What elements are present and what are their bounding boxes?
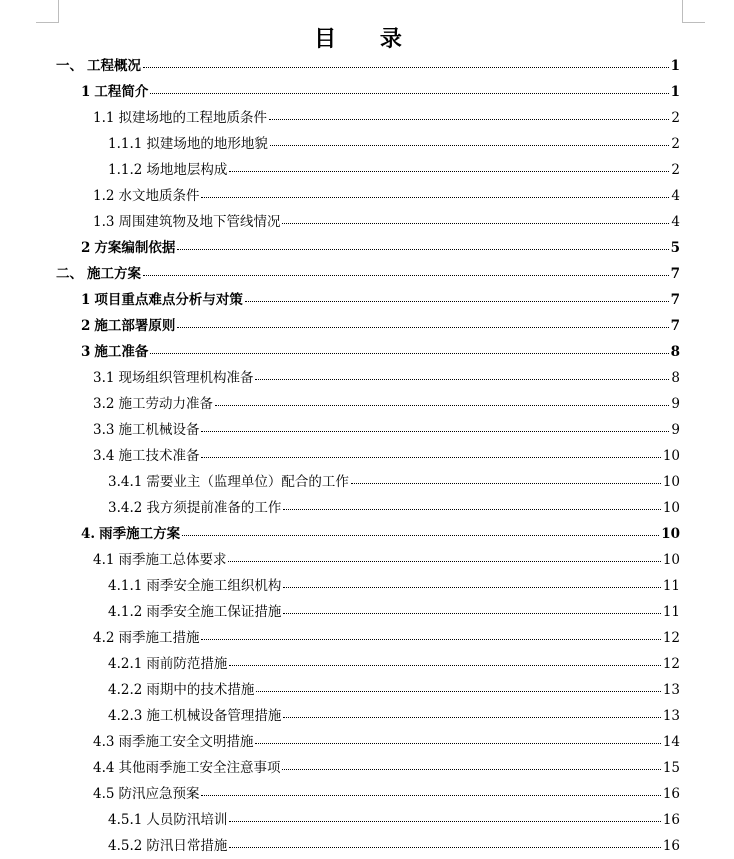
toc-entry-label [93, 392, 213, 412]
toc-page-number: 16 [662, 786, 680, 802]
toc-page-number: 8 [671, 370, 680, 386]
toc-entry-label [108, 470, 349, 490]
toc-page-number: 7 [670, 292, 680, 308]
toc-entry-text: 施工部署原则 [94, 318, 176, 334]
toc-entry-number: 一、 [56, 58, 83, 74]
toc-entry-number: 4.1.2 [108, 604, 143, 620]
toc-entry[interactable] [93, 752, 680, 776]
toc-entry-text: 需要业主（监理单位）配合的工作 [146, 474, 349, 490]
toc-dot-leader [255, 379, 669, 380]
toc-dot-leader [150, 93, 668, 94]
toc-entry-number: 3.4.1 [108, 474, 143, 490]
toc-dot-leader [177, 327, 668, 328]
toc-page-number: 10 [662, 552, 680, 568]
toc-entry-number: 2 [81, 318, 91, 334]
toc-entry-text: 雨前防范措施 [146, 656, 228, 672]
toc-entry[interactable] [81, 284, 680, 308]
toc-dot-leader [201, 457, 660, 458]
toc-entry[interactable] [108, 596, 680, 620]
toc-entry[interactable] [93, 206, 680, 230]
toc-page-number: 4 [671, 188, 680, 204]
toc-entry-number: 3.3 [93, 422, 115, 438]
toc-entry-text: 施工技术准备 [118, 448, 200, 464]
toc-entry[interactable] [93, 414, 680, 438]
toc-dot-leader [256, 691, 660, 692]
toc-dot-leader [182, 535, 659, 536]
toc-page-number: 2 [671, 136, 680, 152]
toc-entry-label [108, 808, 227, 828]
toc-entry-label [108, 600, 281, 620]
toc-entry-number: 4.1.1 [108, 578, 143, 594]
toc-entry[interactable] [108, 674, 680, 698]
toc-page-number: 10 [661, 526, 680, 542]
toc-dot-leader [201, 197, 669, 198]
toc-dot-leader [177, 249, 668, 250]
toc-entry-label [93, 444, 199, 464]
toc-page-number: 8 [670, 344, 680, 360]
toc-entry-text: 水文地质条件 [118, 188, 200, 204]
toc-dot-leader [351, 483, 661, 484]
toc-entry-text: 施工机械设备管理措施 [146, 708, 282, 724]
toc-page-number: 10 [662, 500, 680, 516]
toc-page-number: 10 [662, 474, 680, 490]
toc-entry-text: 工程简介 [94, 84, 149, 100]
toc-entry-number: 1.1.2 [108, 162, 143, 178]
toc-entry-text: 场地地层构成 [146, 162, 228, 178]
toc-entry-number: 1.1.1 [108, 136, 143, 152]
toc-entry-text: 施工机械设备 [118, 422, 200, 438]
toc-page-number: 12 [662, 630, 680, 646]
toc-entry-label [108, 704, 281, 724]
toc-entry-text: 施工劳动力准备 [118, 396, 213, 412]
toc-page-number: 2 [671, 162, 680, 178]
toc-entry-number: 1.3 [93, 214, 115, 230]
toc-page-number: 4 [671, 214, 680, 230]
toc-entry-number: 4.2.2 [108, 682, 143, 698]
toc-entry-number: 4. [81, 526, 96, 542]
toc-entry[interactable] [93, 180, 680, 204]
toc-entry[interactable] [81, 336, 680, 360]
toc-dot-leader [245, 301, 669, 302]
toc-entry-number: 4.4 [93, 760, 115, 776]
toc-entry-text: 施工方案 [87, 266, 141, 282]
toc-entry-label [93, 756, 280, 776]
toc-entry-text: 方案编制依据 [94, 240, 176, 256]
toc-entry-label [81, 314, 175, 334]
crop-mark-top-right [682, 0, 705, 23]
toc-entry[interactable] [93, 388, 680, 412]
toc-page-number: 1 [670, 84, 680, 100]
toc-page-number: 9 [671, 396, 680, 412]
toc-entry[interactable] [108, 154, 680, 178]
toc-dot-leader [229, 847, 660, 848]
toc-entry-label [108, 496, 281, 516]
toc-entry-label [81, 340, 148, 360]
toc-entry-number: 1 [81, 84, 91, 100]
toc-entry[interactable] [81, 76, 680, 100]
toc-entry[interactable] [108, 492, 680, 516]
toc-entry-number: 4.2.1 [108, 656, 143, 672]
toc-entry-number: 1 [81, 292, 91, 308]
toc-page-number: 13 [662, 708, 680, 724]
toc-entry-number: 4.5.2 [108, 838, 143, 854]
toc-entry-label [93, 782, 199, 802]
toc-entry-label [93, 418, 199, 438]
toc-dot-leader [201, 639, 660, 640]
toc-entry[interactable] [108, 128, 680, 152]
toc-dot-leader [269, 119, 669, 120]
toc-page-number: 7 [670, 266, 680, 282]
toc-entry-number: 3 [81, 344, 91, 360]
toc-dot-leader [229, 665, 660, 666]
toc-entry-number: 3.4 [93, 448, 115, 464]
toc-entry[interactable] [108, 830, 680, 854]
toc-entry-number: 4.5.1 [108, 812, 143, 828]
toc-dot-leader [282, 769, 660, 770]
toc-entry-text: 雨期中的技术措施 [146, 682, 255, 698]
toc-entry-text: 拟建场地的地形地貌 [146, 136, 268, 152]
toc-entry[interactable] [108, 466, 680, 490]
toc-entry-number: 3.2 [93, 396, 115, 412]
toc-entry-number: 4.2 [93, 630, 115, 646]
toc-entry-text: 其他雨季施工安全注意事项 [118, 760, 281, 776]
toc-dot-leader [150, 353, 668, 354]
toc-dot-leader [215, 405, 669, 406]
toc-entry-number: 1.2 [93, 188, 115, 204]
toc-dot-leader [229, 821, 660, 822]
toc-entry-label [56, 54, 141, 74]
toc-entry-label [81, 522, 180, 542]
toc-entry-text: 拟建场地的工程地质条件 [118, 110, 267, 126]
toc-entry-label [81, 288, 243, 308]
toc-entry-number: 4.3 [93, 734, 115, 750]
toc-entry-text: 防汛应急预案 [118, 786, 200, 802]
toc-entry-number: 3.4.2 [108, 500, 143, 516]
toc-entry-text: 雨季施工总体要求 [118, 552, 227, 568]
toc-page-number: 1 [670, 58, 680, 74]
toc-entry-label [108, 158, 227, 178]
toc-entry[interactable] [56, 258, 680, 282]
toc-page-number: 13 [662, 682, 680, 698]
toc-entry[interactable] [108, 700, 680, 724]
toc-entry-label [81, 236, 175, 256]
toc-entry-text: 人员防汛培训 [146, 812, 228, 828]
toc-entry-text: 现场组织管理机构准备 [118, 370, 254, 386]
toc-entry[interactable] [81, 518, 680, 542]
toc-dot-leader [228, 561, 660, 562]
toc-entry-label [108, 132, 268, 152]
toc-entry[interactable] [93, 544, 680, 568]
toc-entry[interactable] [108, 570, 680, 594]
toc-page-number: 10 [662, 448, 680, 464]
toc-entry-number: 4.1 [93, 552, 115, 568]
toc-entry-label [81, 80, 148, 100]
toc-page-number: 9 [671, 422, 680, 438]
toc-entry-text: 雨季安全施工保证措施 [146, 604, 282, 620]
toc-entry-label [108, 678, 254, 698]
toc-dot-leader [283, 587, 660, 588]
toc-page-number: 11 [662, 604, 680, 620]
toc-entry-text: 施工准备 [94, 344, 149, 360]
toc-entry[interactable] [81, 310, 680, 334]
toc-dot-leader [201, 795, 660, 796]
toc-page-number: 16 [662, 838, 680, 854]
toc-entry-label [108, 834, 227, 854]
toc-entry[interactable] [93, 102, 680, 126]
toc-entry-text: 工程概况 [87, 58, 141, 74]
toc-entry[interactable] [108, 648, 680, 672]
toc-dot-leader [282, 223, 669, 224]
toc-page-number: 11 [662, 578, 680, 594]
toc-entry-text: 雨季施工措施 [118, 630, 200, 646]
toc-entry-text: 我方须提前准备的工作 [146, 500, 282, 516]
toc-entry-label [93, 626, 199, 646]
toc-entry-text: 雨季施工安全文明措施 [118, 734, 254, 750]
toc-entry-label [93, 184, 199, 204]
toc-entry-label [56, 262, 141, 282]
toc-entry[interactable] [81, 232, 680, 256]
toc-entry[interactable] [56, 50, 680, 74]
toc-dot-leader [283, 613, 660, 614]
toc-page-number: 12 [662, 656, 680, 672]
toc-dot-leader [229, 171, 669, 172]
toc-page-number: 7 [670, 318, 680, 334]
toc-entry-label [108, 574, 281, 594]
toc-entry-text: 项目重点难点分析与对策 [94, 292, 243, 308]
toc-dot-leader [270, 145, 670, 146]
toc-entry-text: 周围建筑物及地下管线情况 [118, 214, 281, 230]
toc-entry[interactable] [93, 726, 680, 750]
toc-dot-leader [283, 509, 660, 510]
toc-entry-text: 雨季施工方案 [99, 526, 181, 542]
toc-dot-leader [255, 743, 660, 744]
toc-entry[interactable] [93, 440, 680, 464]
toc-page-number: 15 [662, 760, 680, 776]
toc-page-number: 5 [670, 240, 680, 256]
toc-entry-number: 4.2.3 [108, 708, 143, 724]
toc-entry[interactable] [93, 362, 680, 386]
toc-entry-text: 雨季安全施工组织机构 [146, 578, 282, 594]
toc-entry[interactable] [93, 622, 680, 646]
toc-entry-label [93, 210, 280, 230]
toc-dot-leader [143, 67, 669, 68]
toc-page-number: 2 [671, 110, 680, 126]
toc-dot-leader [283, 717, 660, 718]
toc-entry-text: 防汛日常措施 [146, 838, 228, 854]
toc-dot-leader [143, 275, 669, 276]
toc-entry[interactable] [93, 778, 680, 802]
toc-entry-label [93, 548, 226, 568]
toc-entry[interactable] [108, 804, 680, 828]
toc-entry-label [108, 652, 227, 672]
toc-entry-number: 二、 [56, 266, 83, 282]
toc-entry-number: 1.1 [93, 110, 115, 126]
toc-entry-number: 3.1 [93, 370, 115, 386]
page-title: 目 录 [314, 26, 420, 52]
toc-entry-label [93, 106, 267, 126]
crop-mark-top-left [36, 0, 59, 23]
toc-entry-number: 4.5 [93, 786, 115, 802]
toc-entry-label [93, 366, 253, 386]
toc-dot-leader [201, 431, 669, 432]
toc-entry-label [93, 730, 253, 750]
toc-entry-number: 2 [81, 240, 91, 256]
toc-page-number: 14 [662, 734, 680, 750]
toc-page-number: 16 [662, 812, 680, 828]
